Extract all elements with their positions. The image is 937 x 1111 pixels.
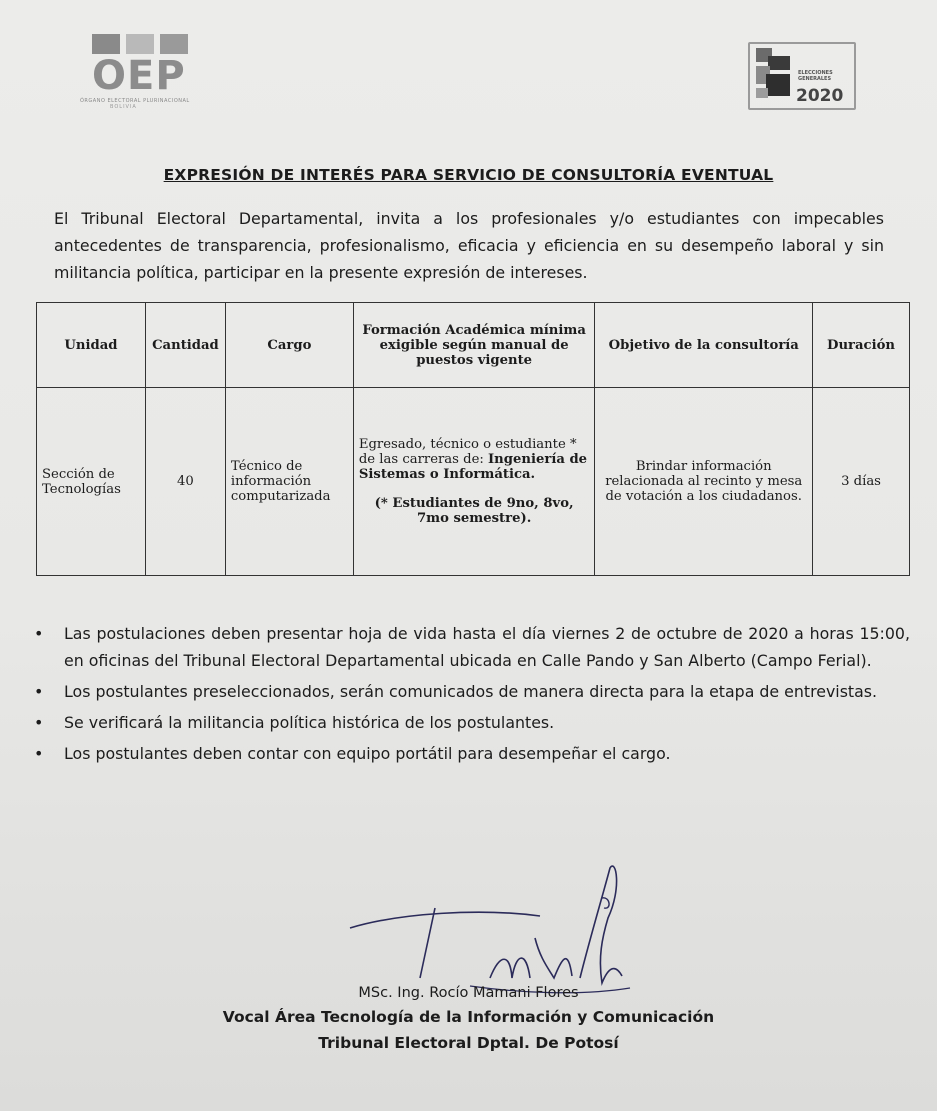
oep-logo	[80, 34, 210, 144]
cell-duracion: 3 días	[813, 388, 910, 576]
consultancy-table	[36, 302, 910, 576]
intro-paragraph: El Tribunal Electoral Departamental, invita a los profesionales y/o estudiantes con impecables antecedentes de transparencia, profesionalismo, eficacia y eficiencia en su desempeño laboral y sin militancia política, participar en la presente expresión de intereses.	[54, 209, 884, 282]
formacion-note: (* Estudiantes de 9no, 8vo, 7mo semestre).	[374, 496, 574, 527]
header-cargo: Cargo	[225, 303, 353, 388]
signatory-role: Vocal Área Tecnología de la Información y Comunicación	[222, 1008, 715, 1026]
header-formacion: Formación Académica mínima exigible según manual de puestos vigente	[353, 303, 595, 388]
formacion-careers: Ingeniería de Sistemas o Informática.	[358, 452, 588, 483]
header-cantidad: Cantidad	[145, 303, 225, 388]
cell-unidad: Sección de Tecnologías	[37, 388, 146, 576]
elecciones-logo	[744, 42, 856, 108]
list-item: • Las postulaciones deben presentar hoja de vida hasta el día viernes 2 de octubre de 2020 a horas 15:00, en oficinas del Tribunal Electoral Departamental ubicada en Calle Pando y San Alberto (Campo Ferial).	[34, 620, 910, 674]
table-row	[37, 388, 910, 576]
requirements-list	[34, 620, 910, 771]
list-item: • Los postulantes deben contar con equipo portátil para desempeñar el cargo.	[34, 740, 910, 767]
elecciones-logo-icon	[756, 48, 792, 100]
document-title: EXPRESIÓN DE INTERÉS PARA SERVICIO DE CONSULTORÍA EVENTUAL	[163, 166, 774, 184]
header-objetivo: Objetivo de la consultoría	[595, 303, 813, 388]
oep-logo-country: BOLIVIA	[110, 104, 137, 110]
list-item: • Se verificará la militancia política histórica de los postulantes.	[34, 709, 910, 736]
header-unidad: Unidad	[37, 303, 146, 388]
cell-objetivo: Brindar información relacionada al recinto y mesa de votación a los ciudadanos.	[595, 388, 813, 576]
elecciones-logo-label	[798, 70, 833, 82]
signatory-institution: Tribunal Electoral Dptal. De Potosí	[318, 1034, 619, 1052]
cell-cargo: Técnico de información computarizada	[225, 388, 353, 576]
cell-cantidad: 40	[145, 388, 225, 576]
cell-formacion	[353, 388, 595, 576]
header-duracion: Duración	[813, 303, 910, 388]
oep-logo-squares	[92, 34, 210, 54]
elecciones-line1: ELECCIONES	[798, 70, 833, 76]
elecciones-line2: GENERALES	[798, 76, 832, 82]
oep-logo-text: OEP	[92, 53, 186, 99]
signature-block	[0, 982, 937, 1056]
signatory-name: MSc. Ing. Rocío Mamani Flores	[358, 985, 579, 1001]
elecciones-logo-year: 2020	[796, 86, 844, 106]
oep-logo-subtitle: ÓRGANO ELECTORAL PLURINACIONAL	[80, 98, 190, 104]
formacion-intro: Egresado, técnico o estudiante * de las carreras de:	[358, 437, 577, 468]
list-item: • Los postulantes preseleccionados, serán comunicados de manera directa para la etapa de entrevistas.	[34, 678, 910, 705]
table-header-row	[37, 303, 910, 388]
